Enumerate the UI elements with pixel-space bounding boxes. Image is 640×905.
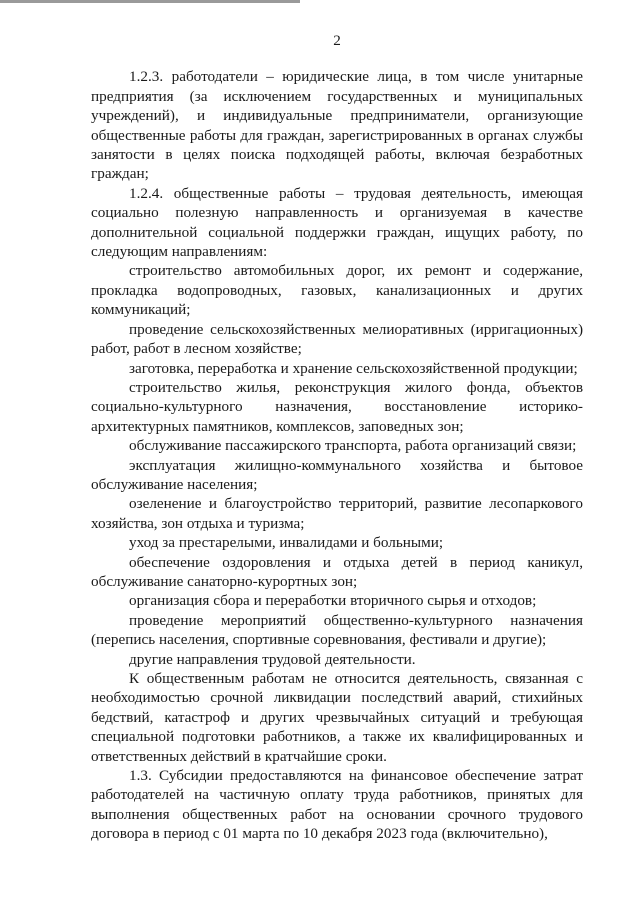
list-item-road-construction: строительство автомобильных дорог, их ремонт и содержание, прокладка водопроводных, газовых, канализационных и других коммуникаций;: [91, 262, 583, 319]
list-item-agri-products: заготовка, переработка и хранение сельскохозяйственной продукции;: [129, 359, 578, 377]
list-item-transport-communication: обслуживание пассажирского транспорта, работа организаций связи;: [129, 437, 577, 455]
paragraph-1-3-subsidies: 1.3. Субсидии предоставляются на финансовое обеспечение затрат работодателей на частичную оплату труда работников, принятых для выполнения общественных работ на основании срочного трудового договора в период с 01 марта по 10 декабря 2023 года (включительно),: [91, 767, 583, 843]
scan-top-edge-line: [0, 0, 300, 3]
list-item-melioration-forestry: проведение сельскохозяйственных мелиоративных (ирригационных) работ, работ в лесном хозяйстве;: [91, 320, 583, 358]
paragraph-1-2-3-employers: 1.2.3. работодатели – юридические лица, в том числе унитарные предприятия (за исключением государственных и муниципальных учреждений), и индивидуальные предприниматели, организующие общественные работы для граждан, зарегистрированных в органах службы занятости в целях поиска подходящей работы, включая безработных граждан;: [91, 68, 583, 183]
page-number: 2: [333, 32, 341, 49]
list-item-children-recreation: обеспечение оздоровления и отдыха детей в период каникул, обслуживание санаторно-курортных зон;: [91, 553, 583, 590]
list-item-housing-utilities: эксплуатация жилищно-коммунального хозяйства и бытовое обслуживание населения;: [91, 456, 583, 493]
list-item-landscaping: озеленение и благоустройство территорий, развитие лесопаркового хозяйства, зон отдыха и туризма;: [91, 495, 583, 532]
list-item-other-directions: другие направления трудовой деятельности.: [129, 650, 416, 668]
list-item-housing-construction: строительство жилья, реконструкция жилого фонда, объектов социально-культурного назначения, восстановление историко-архитектурных памятников, комплексов, заповедных зон;: [91, 378, 583, 435]
list-item-elderly-care: уход за престарелыми, инвалидами и больными;: [129, 534, 444, 552]
list-item-cultural-events: проведение мероприятий общественно-культурного назначения (перепись населения, спортивные соревнования, фестивали и другие);: [91, 611, 583, 649]
paragraph-1-2-4-public-works: 1.2.4. общественные работы – трудовая деятельность, имеющая социально полезную направленность и организуемая в качестве дополнительной социальной поддержки граждан, ищущих работу, по следующим направлениям:: [91, 184, 583, 261]
paragraph-exclusions: К общественным работам не относится деятельность, связанная с необходимостью срочной ликвидации последствий аварий, стихийных бедствий, катастроф и других чрезвычайных ситуаций и требующая специальной подготовки работников, а также их квалифицированных и ответственных действий в кратчайшие сроки.: [91, 670, 583, 765]
list-item-recycling: организация сбора и переработки вторичного сырья и отходов;: [129, 592, 537, 610]
document-page: [91, 31, 583, 844]
